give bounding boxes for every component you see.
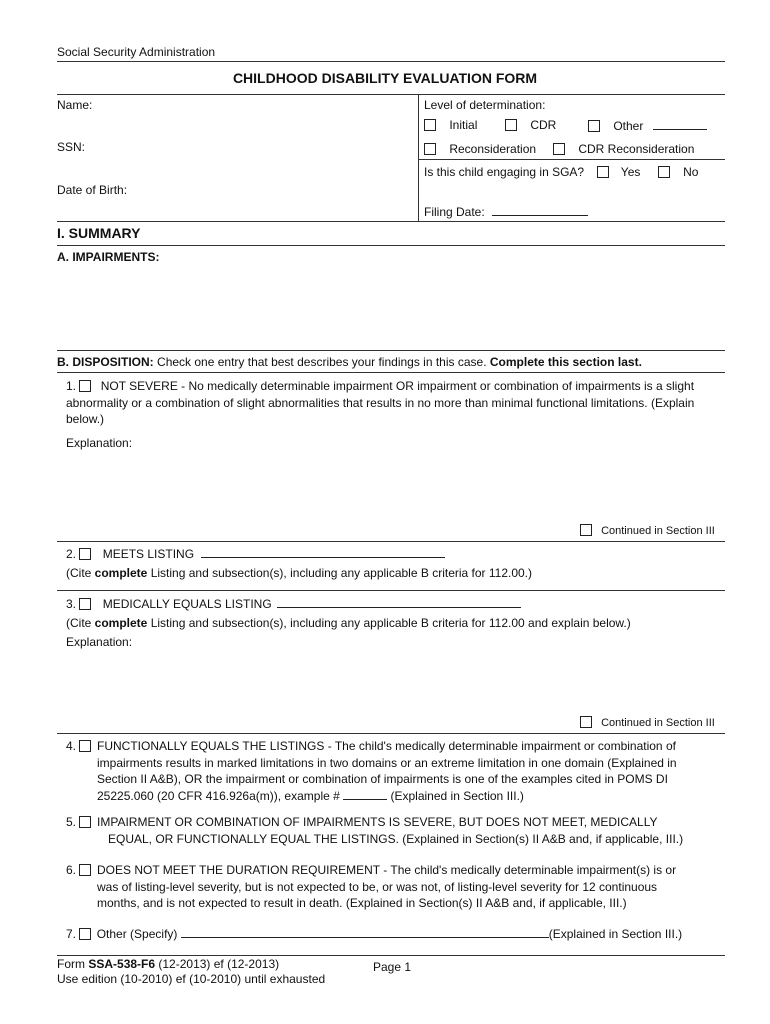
cite-bold: complete bbox=[94, 616, 148, 630]
cdr-reconsideration-checkbox[interactable] bbox=[553, 143, 565, 155]
sga-question: Is this child engaging in SGA? bbox=[424, 165, 585, 179]
initial-label: Initial bbox=[449, 118, 478, 132]
column-divider bbox=[418, 94, 419, 221]
sga-yes-checkbox[interactable] bbox=[597, 166, 609, 178]
item-3-explanation-label: Explanation: bbox=[66, 635, 133, 649]
level-row-1b bbox=[505, 118, 556, 132]
item-1-checkbox[interactable] bbox=[79, 380, 91, 392]
item-3-label: MEDICALLY EQUALS LISTING bbox=[102, 597, 272, 611]
item-1-continued-checkbox[interactable] bbox=[580, 524, 592, 536]
cite-pre: (Cite bbox=[66, 616, 95, 630]
item-2-listing-input[interactable] bbox=[201, 546, 445, 558]
example-number-input[interactable] bbox=[343, 788, 387, 800]
item-6-checkbox[interactable] bbox=[79, 864, 91, 876]
divider bbox=[57, 94, 725, 95]
edition-note: Use edition (10-2010) ef (10-2010) until exhausted bbox=[57, 972, 326, 986]
sga-no-label: No bbox=[683, 165, 699, 179]
ssn-label: SSN: bbox=[57, 140, 86, 154]
divider bbox=[57, 733, 725, 734]
item-4-line: Section II A&B), OR the impairment or combination of impairments is one of the examples cited in POMS DI bbox=[97, 772, 668, 786]
divider bbox=[57, 955, 725, 956]
item-1-number: 1. bbox=[66, 379, 77, 393]
disposition-header bbox=[57, 355, 642, 369]
form-post: (12-2013) ef (12-2013) bbox=[155, 957, 280, 971]
item-6-line: DOES NOT MEET THE DURATION REQUIREMENT - The child's medically determinable impairment(s) is or bbox=[97, 863, 677, 877]
item-2-cite bbox=[66, 566, 532, 580]
reconsideration-label: Reconsideration bbox=[449, 142, 537, 156]
item-4-checkbox[interactable] bbox=[79, 740, 91, 752]
item-7 bbox=[66, 926, 682, 941]
divider bbox=[418, 159, 725, 160]
cdr-label: CDR bbox=[530, 118, 557, 132]
cdr-reconsideration-label: CDR Reconsideration bbox=[578, 142, 695, 156]
item-1-continued bbox=[580, 524, 715, 537]
filing-date-input[interactable] bbox=[492, 204, 588, 216]
item-3-cite bbox=[66, 616, 631, 630]
filing-date-label: Filing Date: bbox=[424, 205, 485, 219]
level-row-1 bbox=[424, 118, 477, 132]
item-5-line: IMPAIRMENT OR COMBINATION OF IMPAIRMENTS IS SEVERE, BUT DOES NOT MEET, MEDICALLY bbox=[97, 815, 658, 829]
item-4-line4a: 25225.060 (20 CFR 416.926a(m)), example # bbox=[97, 788, 340, 803]
continued-label: Continued in Section III bbox=[601, 717, 715, 729]
impairments-heading: A. IMPAIRMENTS: bbox=[57, 250, 160, 264]
agency-name: Social Security Administration bbox=[57, 45, 216, 59]
item-7-checkbox[interactable] bbox=[79, 928, 91, 940]
item-2-number: 2. bbox=[66, 547, 77, 561]
disposition-heading: B. DISPOSITION: bbox=[57, 355, 154, 369]
item-6-head bbox=[66, 863, 91, 877]
item-4-text bbox=[97, 738, 717, 804]
level-row-2b bbox=[553, 142, 694, 156]
initial-checkbox[interactable] bbox=[424, 119, 436, 131]
divider bbox=[57, 590, 725, 591]
item-2-cite-post: Listing and subsection(s), including any applicable B criteria for 112.00.) bbox=[147, 566, 533, 580]
item-2-label: MEETS LISTING bbox=[102, 547, 195, 561]
item-5-head bbox=[66, 815, 91, 829]
item-6-line: months, and is not expected to result in death. (Explained in Section(s) II A&B and, if applicable, III.) bbox=[97, 896, 627, 910]
level-row-2 bbox=[424, 142, 536, 156]
item-4-line: impairments results in marked limitations in two domains or an extreme limitation in one domain (Explained in bbox=[97, 755, 677, 770]
item-7-label: Other (Specify) bbox=[96, 927, 178, 941]
filing-row bbox=[424, 204, 588, 219]
cite-bold: complete bbox=[94, 566, 148, 580]
cdr-checkbox[interactable] bbox=[505, 119, 517, 131]
item-4-head bbox=[66, 739, 91, 753]
item-6-text bbox=[97, 862, 717, 912]
divider bbox=[57, 372, 725, 373]
page-number: Page 1 bbox=[373, 960, 412, 974]
item-1 bbox=[66, 378, 716, 428]
other-input[interactable] bbox=[653, 118, 707, 130]
name-label: Name: bbox=[57, 98, 93, 112]
sga-row bbox=[424, 165, 698, 179]
item-2 bbox=[66, 546, 445, 561]
form-code: SSA-538-F6 bbox=[88, 957, 156, 971]
item-6-line: was of listing-level severity, but is not expected to be, or was not, of listing-level severity for 12 continuous bbox=[97, 879, 658, 894]
divider bbox=[57, 221, 725, 222]
other-label: Other bbox=[613, 119, 644, 133]
other-checkbox[interactable] bbox=[588, 120, 600, 132]
item-7-number: 7. bbox=[66, 927, 77, 941]
item-3-continued bbox=[580, 716, 715, 729]
form-pre: Form bbox=[57, 957, 89, 971]
item-3-number: 3. bbox=[66, 597, 77, 611]
divider bbox=[57, 61, 725, 62]
summary-heading: I. SUMMARY bbox=[57, 225, 141, 241]
item-2-checkbox[interactable] bbox=[79, 548, 91, 560]
item-1-explanation-label: Explanation: bbox=[66, 436, 133, 450]
level-label: Level of determination: bbox=[424, 98, 546, 112]
sga-no-checkbox[interactable] bbox=[658, 166, 670, 178]
item-5-text bbox=[97, 814, 717, 847]
item-3-continued-checkbox[interactable] bbox=[580, 716, 592, 728]
disposition-text: Check one entry that best describes your findings in this case. bbox=[153, 355, 490, 369]
other-specify-input[interactable] bbox=[181, 926, 549, 938]
form-number bbox=[57, 957, 279, 971]
sga-yes-label: Yes bbox=[620, 165, 641, 179]
item-3 bbox=[66, 596, 521, 611]
divider bbox=[57, 541, 725, 542]
level-row-1c bbox=[588, 118, 707, 133]
form-title: CHILDHOOD DISABILITY EVALUATION FORM bbox=[232, 70, 538, 86]
continued-label: Continued in Section III bbox=[601, 525, 715, 537]
item-6-number: 6. bbox=[66, 863, 77, 877]
item-5-line: EQUAL, OR FUNCTIONALLY EQUAL THE LISTINGS. (Explained in Section(s) II A&B and, if applicable, III.) bbox=[108, 831, 684, 846]
item-3-checkbox[interactable] bbox=[79, 598, 91, 610]
item-4-line: FUNCTIONALLY EQUALS THE LISTINGS - The child's medically determinable impairment or combination of bbox=[97, 739, 676, 753]
item-3-cite-post: Listing and subsection(s), including any applicable B criteria for 112.00 and explain below.) bbox=[147, 616, 631, 630]
item-4-number: 4. bbox=[66, 739, 77, 753]
item-5-checkbox[interactable] bbox=[79, 816, 91, 828]
item-3-listing-input[interactable] bbox=[277, 596, 521, 608]
item-7-post: (Explained in Section III.) bbox=[548, 927, 683, 941]
item-4-line bbox=[97, 788, 717, 805]
reconsideration-checkbox[interactable] bbox=[424, 143, 436, 155]
cite-pre: (Cite bbox=[66, 566, 95, 580]
divider bbox=[57, 245, 725, 246]
item-4-line4b: (Explained in Section III.) bbox=[390, 788, 524, 803]
divider bbox=[57, 350, 725, 351]
dob-label: Date of Birth: bbox=[57, 183, 128, 197]
item-5-number: 5. bbox=[66, 815, 77, 829]
disposition-bold: Complete this section last. bbox=[489, 355, 642, 369]
item-1-text: NOT SEVERE - No medically determinable impairment OR impairment or combination of impairments is a slight abnormality or a combination of slight abnormalities that results in no more than minimal functional limitations. (Explain below.) bbox=[66, 379, 695, 426]
